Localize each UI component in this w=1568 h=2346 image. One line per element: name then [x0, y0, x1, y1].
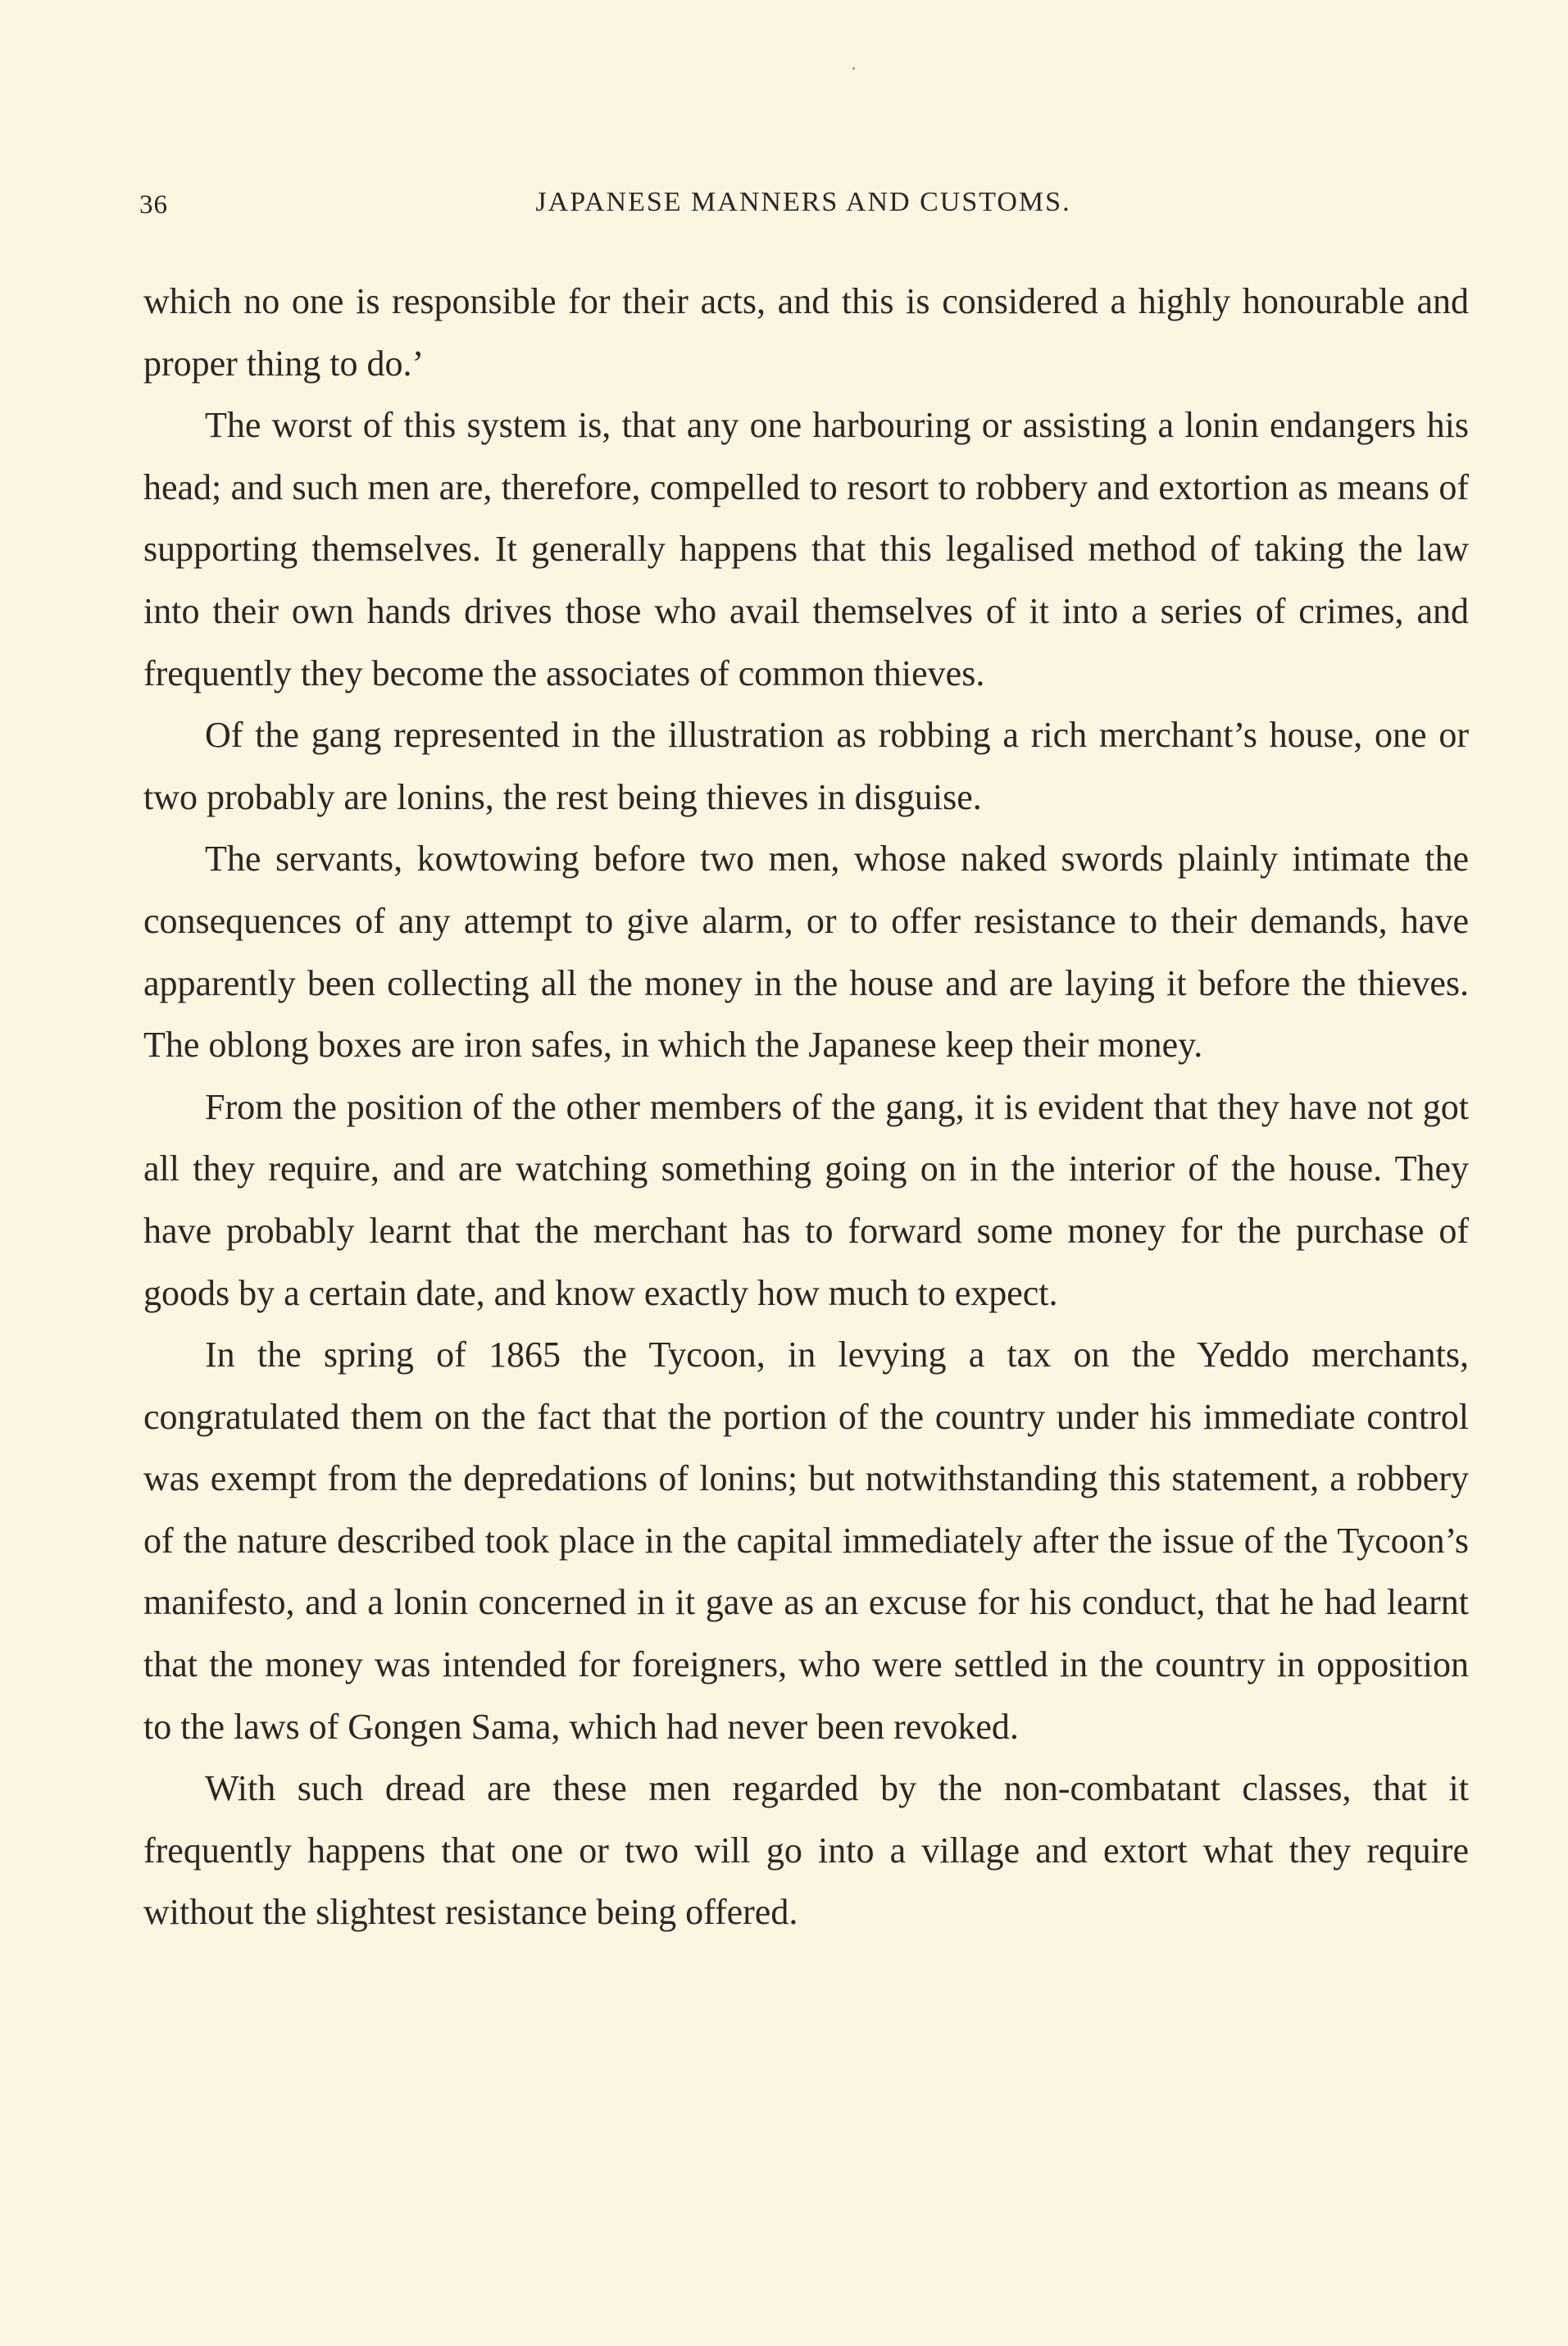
page-number: 36: [139, 190, 168, 220]
paragraph: Of the gang represented in the illustration as robbing a rich merchant’s house, one or two probably are lonins, the rest being thieves in disguise.: [143, 715, 1469, 817]
paragraph: The servants, kowtowing before two men, whose naked swords plainly intimate the consequences of any attempt to give alarm, or to offer resistance to their demands, have apparently been collecting all the money in the house and are laying it before the thieves. The oblong boxes are iron safes, in which the Japanese keep their money.: [143, 839, 1469, 1066]
page-header: [139, 182, 1467, 231]
body-text: [143, 271, 1469, 1944]
paragraph-continuation: which no one is responsible for their acts, and this is considered a highly honourable and proper thing to do.’: [143, 281, 1469, 384]
paragraph: In the spring of 1865 the Tycoon, in levying a tax on the Yeddo merchants, congratulated them on the fact that the portion of the country under his immediate control was exempt from the depredations of lonins; but notwithstanding this statement, a robbery of the nature described took place in the capital immediately after the issue of the Tycoon’s manifesto, and a lonin concerned in it gave as an excuse for his conduct, that he had learnt that the money was intended for foreigners, who were settled in the country in opposition to the laws of Gongen Sama, which had never been revoked.: [143, 1334, 1469, 1747]
running-title: JAPANESE MANNERS AND CUSTOMS.: [535, 187, 1071, 217]
paragraph: The worst of this system is, that any one harbouring or assisting a lonin endangers his head; and such men are, therefore, compelled to resort to robbery and extortion as means of supporting themselves. It generally happens that this legalised method of taking the law into their own hands drives those who avail themselves of it into a series of crimes, and frequently they become the associates of common thieves.: [143, 405, 1469, 693]
paragraph: From the position of the other members of the gang, it is evident that they have not got all they require, and are watching something going on in the interior of the house. They have probably learnt that the merchant has to forward some money for the purchase of goods by a certain date, and know exactly how much to expect.: [143, 1086, 1469, 1313]
paper-speck: [852, 67, 855, 70]
paragraph: With such dread are these men regarded by the non-combatant classes, that it frequently happens that one or two will go into a village and extort what they require without the slightest resistance being offered.: [143, 1768, 1469, 1933]
